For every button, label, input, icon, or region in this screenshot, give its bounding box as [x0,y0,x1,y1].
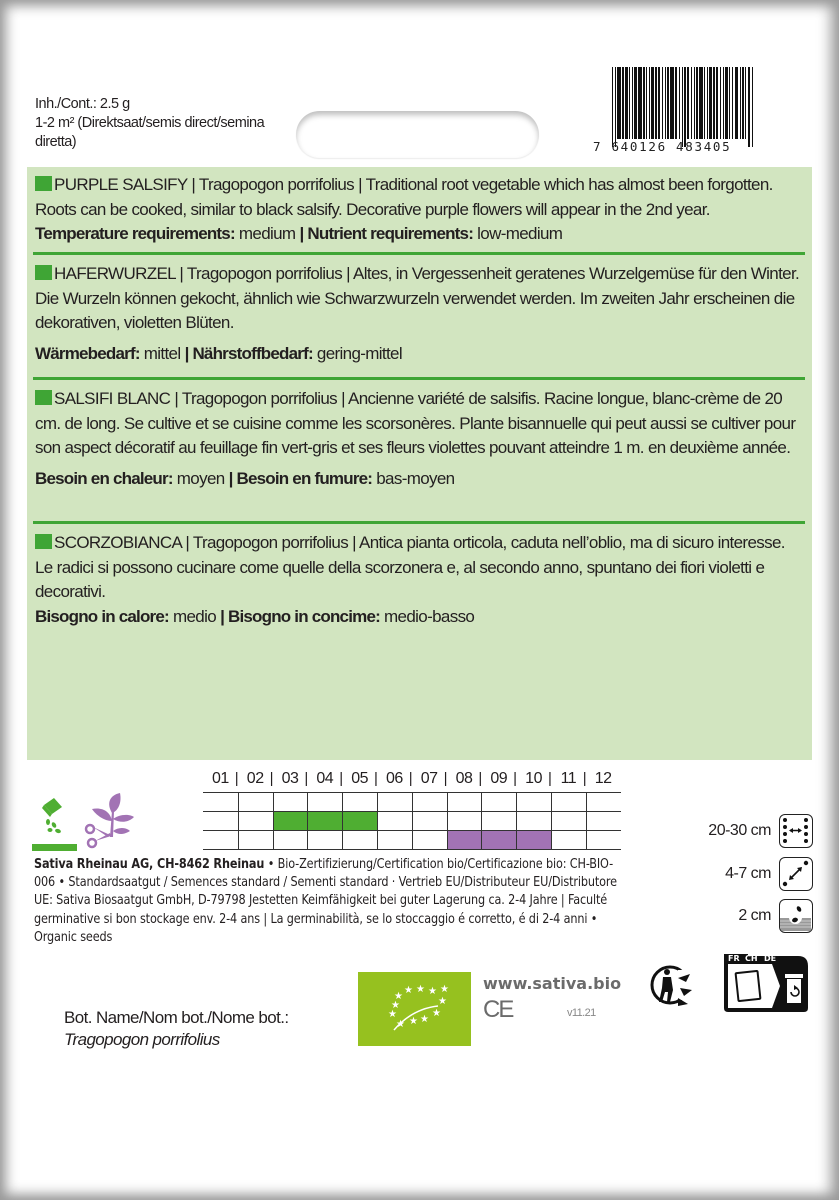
calendar-row-row-1 [203,792,621,811]
temperature-label: Temperature requirements: [35,224,235,243]
calendar-cell [238,812,273,830]
svg-text:★: ★ [432,1008,441,1019]
calendar-cell [481,812,516,830]
svg-text:★: ★ [394,991,403,1002]
section-french [35,387,805,491]
calendar-cell [307,812,342,830]
website-link[interactable]: www.sativa.bio [483,974,622,993]
botanical-name-label: Bot. Name/Nom bot./Nome bot.: [64,1008,289,1027]
nutrient-label: | Bisogno in concime: [220,606,380,626]
calendar-cell [307,831,342,849]
eu-leaf-stars-icon [358,972,471,1046]
green-square-icon [35,534,52,549]
botanical-name-block [64,1007,288,1051]
section-description: SALSIFI BLANC | Tragopogon porrifolius | Ancienne variété de salsifis. Racine longue, blanc-crème de 20 cm. de long. Se cultive et se cuisine comme les scorsonères. Plante bisannuelle qui peut aussi se cultiver pour son aspect décoratif au feuillage fin vert-gris et ses fleurs violettes pouvant atteindre 1 m. en deuxième année. [35,389,796,457]
calendar-cell [551,793,586,811]
company-info [34,855,632,946]
calendar-cell [377,812,412,830]
calendar-cell [516,793,551,811]
temperature-value: medio [168,606,221,626]
calendar-month-11: | 11 [551,770,586,792]
barcode-bars [612,67,770,144]
nutrient-value: bas-moyen [372,468,455,488]
calendar-cell [273,831,308,849]
recycling-info [648,950,813,1016]
svg-text:★: ★ [396,1019,405,1030]
calendar-cell [551,812,586,830]
company-name: Sativa Rheinau AG, CH-8462 Rheinau [34,856,265,872]
calendar-month-09: | 09 [481,770,516,792]
calendar-cell [273,812,308,830]
calendar-cell [586,812,621,830]
content-weight: Inh./Cont.: 2.5 g [35,96,130,112]
calendar-cell [481,831,516,849]
calendar-month-05: | 05 [342,770,377,792]
row-spacing [708,814,813,848]
calendar-cell [481,793,516,811]
section-description: SCORZOBIANCA | Tragopogon porrifolius | Antica pianta orticola, caduta nell’oblio, ma di sicuro interesse. Le radici si possono cucinare come quelle della scorzonera e, al secondo anno, spuntano dei fiori violetti e decorativi. [35,533,785,601]
svg-text:★: ★ [404,985,413,996]
nutrient-label: | Nährstoffbedarf: [184,343,313,363]
calendar-cell [307,793,342,811]
calendar-cell [273,793,308,811]
company-details: • Bio-Zertifizierung/Certification bio/Certificazione bio: CH-BIO-006 • Standardsaatgut / Semences standard / Sementi standard · Vertrieb EU/Distributeur EU/Distributore UE: Sativa Biosaatgut GmbH, D-79798 Jestetten Keimfähigkeit bei guter Lagerung ca. 2-4 Jahre | Faculté germinative si bon stockage env. 2-4 ans | La germinabilità, se lo stoccaggio é corretto, é di 2-4 anni • Organic seeds [34,856,617,945]
calendar-cell [342,812,377,830]
temperature-label: Besoin en chaleur: [35,468,173,488]
calendar-cell [447,831,482,849]
calendar-month-02: | 02 [238,770,273,792]
nutrient-value: gering-mittel [312,343,402,363]
nutrient-label: | Nutrient requirements: [299,224,474,243]
calendar-row-harvest [203,830,621,850]
harvest-icon [82,791,142,851]
svg-text:★: ★ [388,1009,397,1020]
nutrient-value: low-medium [473,224,563,243]
eu-organic-logo [358,972,471,1046]
calendar-month-04: | 04 [307,770,342,792]
section-description: HAFERWURZEL | Tragopogon porrifolius | Altes, in Vergessenheit geratenes Wurzelgemüse für den Winter. Die Wurzeln können gekocht, ähnlich wie Schwarzwurzeln verwendet werden. Im zweiten Jahr erscheinen die dekorativen, violetten Blüten. [35,264,800,332]
calendar-months [203,770,623,792]
temperature-value: moyen [172,468,229,488]
calendar-cell [203,793,238,811]
svg-text:DE: DE [764,954,777,963]
calendar-month-06: | 06 [377,770,412,792]
calendar-cell [377,793,412,811]
section-english [35,173,805,247]
temperature-label: Wärmebedarf: [35,343,140,363]
svg-text:★: ★ [420,1014,429,1025]
calendar-month-12: | 12 [586,770,621,792]
hang-slot [296,111,539,158]
green-square-icon [35,390,52,405]
row-spacing-icon [779,814,813,848]
temperature-value: mittel [139,343,185,363]
calendar-cell [412,831,447,849]
plant-spacing-value: 4-7 cm [725,865,771,882]
triman-recycling-icon [648,950,813,1016]
calendar-month-08: | 08 [447,770,482,792]
barcode [593,67,770,157]
calendar-cell [203,831,238,849]
svg-text:★: ★ [416,984,425,995]
nutrient-value: medio-basso [379,606,475,626]
calendar-cell [412,793,447,811]
calendar-cell [586,831,621,849]
calendar-cell [342,831,377,849]
calendar-cell [447,812,482,830]
calendar-cell [551,831,586,849]
calendar-cell [342,793,377,811]
calendar-cell [586,793,621,811]
calendar-month-01: 01 [212,770,229,787]
svg-text:CH: CH [745,954,758,963]
plant-spacing [725,857,813,891]
botanical-name: Tragopogon porrifolius [64,1030,220,1049]
sowing-depth-icon [779,899,813,933]
plant-spacing-icon [779,857,813,891]
calendar-cell [203,812,238,830]
calendar-cell [447,793,482,811]
section-divider [33,377,805,380]
nutrient-label: | Besoin en fumure: [228,468,373,488]
calendar-cell [516,831,551,849]
row-spacing-value: 20-30 cm [708,822,771,839]
sowing-depth-value: 2 cm [738,907,771,924]
sowing-area: 1-2 m² (Direktsaat/semis direct/semina diretta) [35,115,265,150]
calendar-cell [238,793,273,811]
svg-text:★: ★ [428,986,437,997]
section-german [35,262,805,366]
green-square-icon [35,176,52,191]
section-description: PURPLE SALSIFY | Tragopogon porrifolius | Traditional root vegetable which has almost been forgotten. Roots can be cooked, similar to black salsify. Decorative purple flowers will appear in the 2nd year. [35,175,773,219]
calendar-month-03: | 03 [273,770,308,792]
description-panel [27,167,812,760]
calendar-row-sowing-direct [203,811,621,830]
ce-mark: CE [483,996,513,1023]
barcode-number: 7 640126 483405 [593,139,732,154]
svg-text:★: ★ [440,984,449,995]
version-label: v11.21 [567,1007,596,1019]
growing-calendar [203,770,623,792]
calendar-cell [377,831,412,849]
sowing-depth [738,899,813,933]
green-square-icon [35,265,52,280]
svg-text:FR: FR [728,954,740,963]
calendar-cell [238,831,273,849]
calendar-cell [516,812,551,830]
temperature-value: medium [234,224,300,243]
section-divider [33,521,805,524]
svg-text:★: ★ [409,1016,418,1027]
temperature-label: Bisogno in calore: [35,606,169,626]
calendar-cell [412,812,447,830]
calendar-legend-icons [30,795,140,855]
calendar-grid [203,792,621,850]
section-italian [35,531,805,629]
calendar-month-07: | 07 [412,770,447,792]
section-divider [33,252,805,255]
calendar-month-10: | 10 [516,770,551,792]
svg-text:★: ★ [391,1000,400,1011]
content-info [35,95,285,152]
svg-text:★: ★ [438,996,447,1007]
